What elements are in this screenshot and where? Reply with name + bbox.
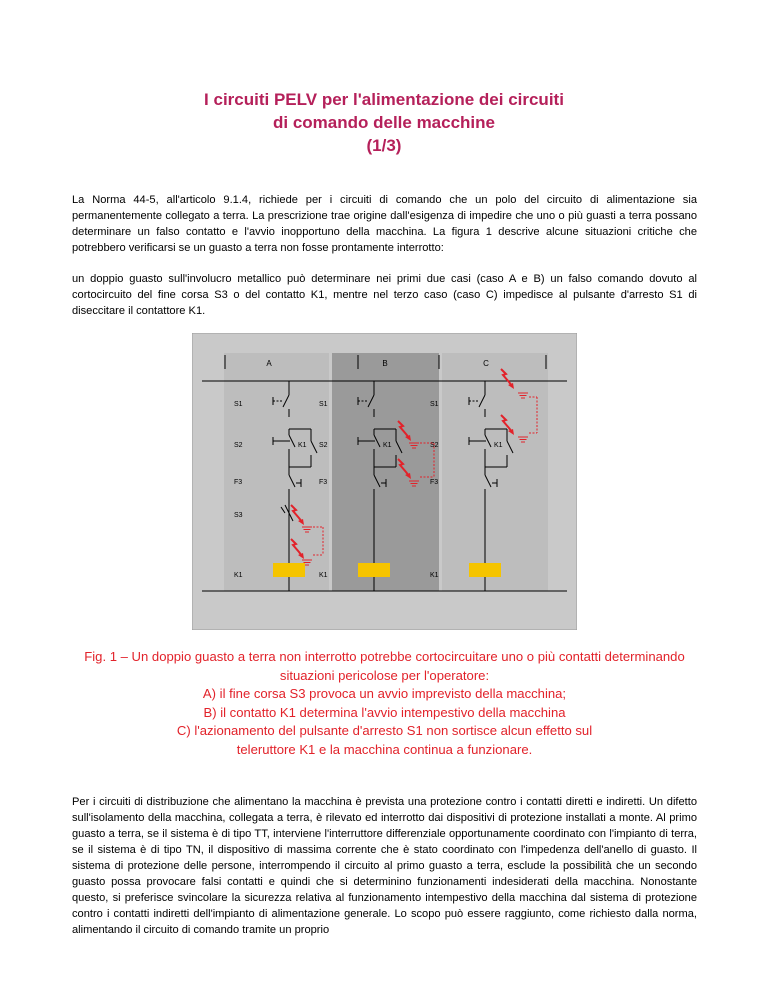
figure-caption [72,648,697,759]
title-line-3: (1/3) [366,136,402,155]
col-b-label-coil: K1 [319,572,328,579]
column-label-b: B [382,359,388,368]
title-line-1: I circuiti PELV per l'alimentazione dei circuiti [204,90,564,109]
col-c-label-s2: S2 [430,442,439,449]
col-c-label-f3: F3 [430,479,439,486]
col-a-label-s1: S1 [234,401,243,408]
col-c-label-k1: K1 [494,442,503,449]
col-a-label-coil: K1 [234,572,243,579]
caption-line-6: teleruttore K1 e la macchina continua a funzionare. [236,741,533,757]
circuit-figure [192,333,577,630]
col-c-coil [469,563,501,577]
col-c-label-coil: K1 [430,572,439,579]
col-a-label-s3: S3 [234,512,243,519]
col-b-coil [358,563,390,577]
column-b-band [332,353,439,591]
column-label-a: A [266,359,272,368]
col-c-label-s1: S1 [430,401,439,408]
title-line-2: di comando delle macchine [272,113,495,132]
caption-line-3: A) il fine corsa S3 provoca un avvio imprevisto della macchina; [202,686,567,701]
column-label-c: C [483,359,489,368]
caption-line-1: Fig. 1 – Un doppio guasto a terra non interrotto potrebbe cortocircuitare uno o più contatti determinando [84,649,685,664]
column-c-band [442,353,548,591]
caption-line-4: B) il contatto K1 determina l'avvio intempestivo della macchina [203,704,566,720]
col-a-label-k1: K1 [298,442,307,449]
cases-paragraph: un doppio guasto sull'involucro metallico può determinare nei primi due casi (caso A e B) un falso comando dovuto al cortocircuito del fine corsa S3 o del contatto K1, mentre nel terzo caso (caso C) impedisce al pulsante d'arresto S1 di diseccitare il contattore K1. [72,273,697,317]
col-b-label-k1: K1 [383,442,392,449]
col-b-label-f3: F3 [319,479,328,486]
circuit-diagram [192,333,577,630]
caption-line-5: C) l'azionamento del pulsante d'arresto S1 non sortisce alcun effetto sul [176,723,593,738]
col-a-label-f3: F3 [234,479,243,486]
col-b-label-s2: S2 [319,442,328,449]
page-title [0,88,768,157]
caption-line-2: situazioni pericolose per l'operatore: [279,667,490,683]
distribution-paragraph: Per i circuiti di distribuzione che alimentano la macchina è prevista una protezione contro i contatti diretti e indiretti. Un difetto sull'isolamento della macchina, collegata a terra, è rilevato ed interrotto dai dispositivi di protezione installati a monte. Al primo guasto a terra, se il sistema è di tipo TT, interviene l'interruttore differenziale opportunamente coordinato con l'impianto di terra, se il sistema è di tipo TN, il dispositivo di massima corrente che è stato coordinato con l'impedenza dell'anello di guasto. Il sistema di protezione delle persone, interrompendo il circuito al primo guasto a terra, esclude la possibilità che un secondo guasto possa provocare falsi contatti e quindi che si determinino funzionamenti indesiderati della macchina. Nonostante questo, si preferisce svincolare la sicurezza relativa al funzionamento intempestivo della macchina dal sistema di protezione contro i contatti indiretti dell'impianto di alimentazione generale. Lo scopo può essere raggiunto, come richiesto dalla norma, alimentando il circuito di comando tramite un proprio [72,796,697,936]
col-a-label-s2: S2 [234,442,243,449]
col-b-label-s1: S1 [319,401,328,408]
intro-paragraph: La Norma 44-5, all'articolo 9.1.4, richiede per i circuiti di comando che un polo del circuito di alimentazione sia permanentemente collegato a terra. La prescrizione trae origine dall'esigenza di impedire che uno o più guasti a terra possano determinare un falso contatto e l'avvio inopportuno della macchina. La figura 1 descrive alcune situazioni critiche che potrebbero verificarsi se un guasto a terra non fosse prontamente interrotto: [72,194,697,254]
col-a-coil [273,563,305,577]
